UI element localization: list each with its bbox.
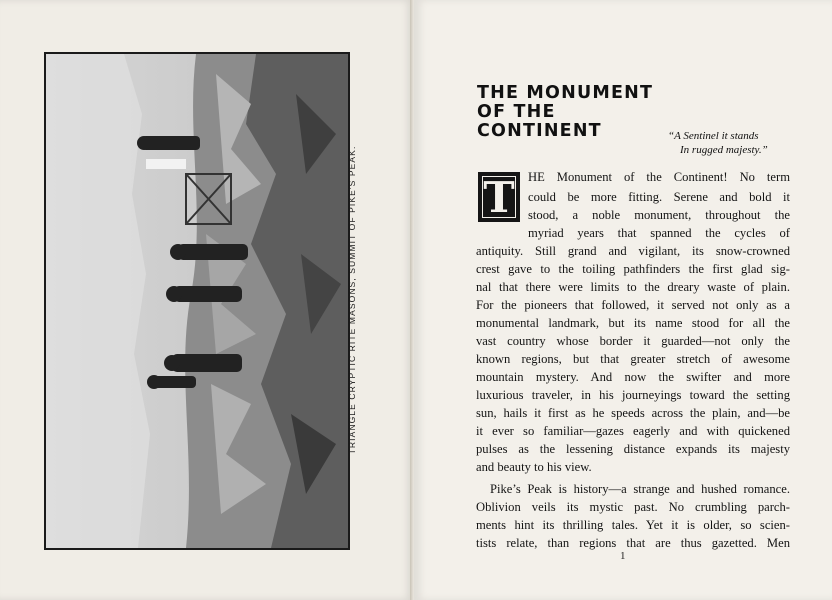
body-text-line: and beauty to his view. [476, 460, 592, 474]
body-text-line: known regions, but that greater stretch of awesome [476, 352, 790, 366]
title-line: THE MONUMENT [477, 83, 654, 103]
photo-illustration [46, 54, 348, 548]
page-number: 1 [620, 550, 626, 562]
body-text-line: HE Monument of the Continent! No term [528, 170, 790, 184]
summit-photograph [44, 52, 350, 550]
chapter-title [477, 84, 653, 141]
body-text-line: mountain mystery. And now the swifter and more [476, 370, 790, 384]
epigraph-line: “A Sentinel it stands [668, 130, 759, 142]
body-text-line: myriad years that spanned the cycles of [528, 226, 790, 240]
body-text-line: monumental landmark, but its name stood for all the [476, 316, 790, 330]
drop-cap: T [478, 172, 520, 222]
body-text-line: nal that there were limits to the dreary waste of plain. [476, 280, 790, 294]
photo-caption: TRIANGLE CRYPTIC RITE MASONS, SUMMIT OF PIKE'S PEAK. [347, 145, 357, 455]
body-text-line: luxurious traveler, in his journeyings toward the setting [476, 388, 790, 402]
body-text-line: sun, hails it first as he speeds across the plain, and—be [476, 406, 790, 420]
title-line: CONTINENT [477, 121, 602, 141]
body-text-line: crest gave to the toiling pathfinders the first glad sig- [476, 262, 790, 276]
body-text-line: pulses as the lessening distance expands its majesty [476, 442, 790, 456]
body-text-line: tists relate, than regions that are thus gazetted. Men [476, 536, 790, 550]
body-text-line: it ever so familiar—gazes eagerly and with quickened [476, 424, 790, 438]
left-page [0, 0, 414, 600]
title-line: OF THE [477, 102, 556, 122]
epigraph-line: In rugged majesty.” [680, 144, 768, 156]
body-text-line: stood, a noble monument, throughout the [528, 208, 790, 222]
body-text-line: For the pioneers that followed, it served not only as a [476, 298, 790, 312]
body-text-line: ments hint its thrilling tales. Yet it is older, so scien- [476, 518, 790, 532]
body-text-line: antiquity. Still grand and vigilant, its snow-crowned [476, 244, 790, 258]
body-text-line: Pike’s Peak is history—a strange and hushed romance. [490, 482, 790, 496]
body-text-line: could be more fitting. Serene and bold it [528, 190, 790, 204]
body-text-line: Oblivion veils its mystic past. No crumbling parch- [476, 500, 790, 514]
epigraph [668, 129, 768, 157]
body-text-line: vast country whose border it guarded—not only the [476, 334, 790, 348]
